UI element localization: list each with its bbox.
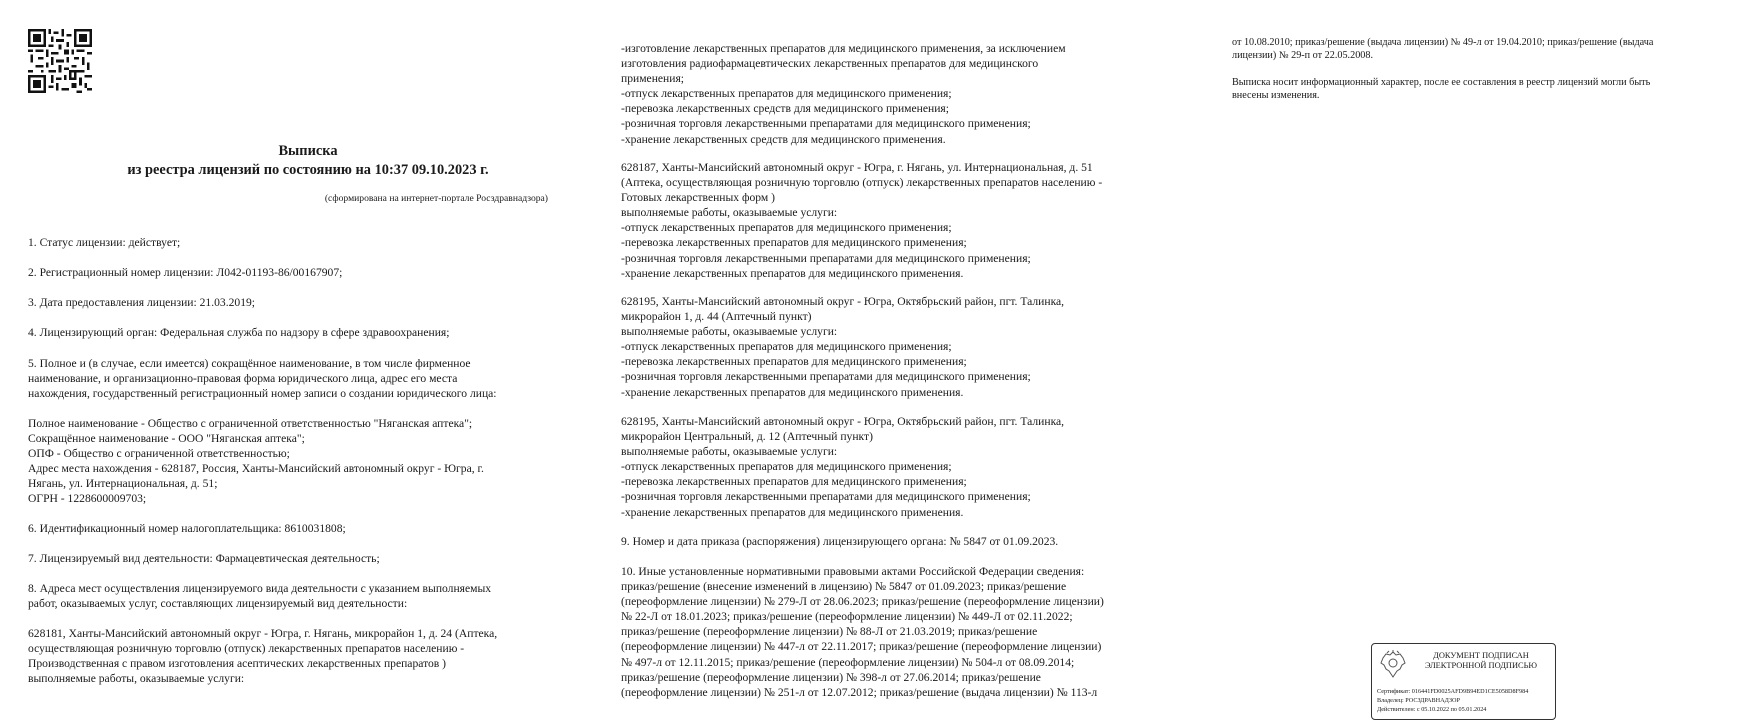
title-line-2: из реестра лицензий по состоянию на 10:37 09.10.2023 г. [127,161,489,178]
document-title [28,142,588,179]
address-1: 628181, Ханты-Мансийский автономный округ - Югра, г. Нягань, микрорайон 1, д. 24 (Аптека, осуществляющая розничную торговлю (отпуск) лекарственных препаратов населению - Производственная с правом изготовления асептических лекарственных препаратов ) выполняемые работы, оказываемые услуги: [28,627,498,686]
organization-details: Полное наименование - Общество с ограниченной ответственностью "Няганская аптека"; Сокращённое наименование - ООО "Няганская аптека"; ОПФ - Общество с ограниченной ответственностью; Адрес места нахождения - 628187, Россия, Ханты-Мансийский автономный округ - Югра, г. Нягань, ул. Интернациональная, д. 51; ОГРН - 1228600009703; [28,417,484,506]
qr-code [28,29,92,93]
coat-of-arms-icon [1378,649,1408,681]
signature-header: ДОКУМЕНТ ПОДПИСАН ЭЛЕКТРОННОЙ ПОДПИСЬЮ [1424,651,1538,670]
signature-certificate: Сертификат: 016441FD0025AFD9B94ED1CE5058D8F984 [1377,688,1529,695]
document-subtitle: (сформирована на интернет-портале Росздравнадзора) [324,193,548,204]
address-3: 628195, Ханты-Мансийский автономный округ - Югра, Октябрьский район, пгт. Талинка, микрорайон 1, д. 44 (Аптечный пункт) выполняемые работы, оказываемые услуги: -отпуск лекарственных препаратов для медицинского применения; -перевозка лекарственных препаратов для медицинского применения; -розничная торговля лекарственными препаратами для медицинского применения; -хранение лекарственных препаратов для медицинского применения. [621,295,1065,399]
item-5-name-heading: 5. Полное и (в случае, если имеется) сокращённое наименование, в том числе фирменное наименование, и организационно-правовая форма юридического лица, адрес его места нахождения, государственный регистрационный номер записи о создании юридического лица: [28,357,497,401]
item-10-other-info: 10. Иные установленные нормативными правовыми актами Российской Федерации сведения: приказ/решение (внесение изменений в лицензию) № 5847 от 01.09.2023; приказ/решение (переоформление лицензии) № 279-Л от 28.06.2023; приказ/решение (переоформление лицензии) № 22-Л от 18.01.2023; приказ/решение (переоформление лицензии) № 449-Л от 02.11.2022; приказ/решение (переоформление лицензии) № 88-Л от 21.03.2019; приказ/решение (переоформление лицензии) № 447-л от 22.11.2017; приказ/решение (переоформление лицензии) № 497-л от 12.11.2015; приказ/решение (переоформление лицензии) № 504-л от 08.09.2014; приказ/решение (переоформление лицензии) № 398-л от 27.06.2014; приказ/решение (переоформление лицензии) № 251-л от 12.07.2012; приказ/решение (выдача лицензии) № 113-л [621,565,1104,699]
item-9-order: 9. Номер и дата приказа (распоряжения) лицензирующего органа: № 5847 от 01.09.2023. [621,535,1059,548]
item-4-authority: 4. Лицензирующий орган: Федеральная служба по надзору в сфере здравоохранения; [28,326,450,339]
signature-owner: Владелец: РОСЗДРАВНАДЗОР [1377,697,1460,704]
item-10-continued: от 10.08.2010; приказ/решение (выдача лицензии) № 49-л от 19.04.2010; приказ/решение (выдача лицензии) № 29-п от 22.05.2008. [1232,37,1654,62]
item-3-issue-date: 3. Дата предоставления лицензии: 21.03.2019; [28,296,256,309]
address-2: 628187, Ханты-Мансийский автономный округ - Югра, г. Нягань, ул. Интернациональная, д. 51 (Аптека, осуществляющая розничную торговлю (отпуск) лекарственных препаратов населению - Готовых лекарственных форм ) выполняемые работы, оказываемые услуги: -отпуск лекарственных препаратов для медицинского применения; -перевозка лекарственных препаратов для медицинского применения; -розничная торговля лекарственными препаратами для медицинского применения; -хранение лекарственных препаратов для медицинского применения. [621,161,1103,280]
address-4: 628195, Ханты-Мансийский автономный округ - Югра, Октябрьский район, пгт. Талинка, микрорайон Центральный, д. 12 (Аптечный пункт) выполняемые работы, оказываемые услуги: -отпуск лекарственных препаратов для медицинского применения; -перевозка лекарственных препаратов для медицинского применения; -розничная торговля лекарственными препаратами для медицинского применения; -хранение лекарственных препаратов для медицинского применения. [621,415,1065,519]
disclaimer-note: Выписка носит информационный характер, после ее составления в реестр лицензий могли быть внесены изменения. [1232,77,1651,102]
item-8-addresses-heading: 8. Адреса мест осуществления лицензируемого вида деятельности с указанием выполняемых работ, оказываемых услуг, составляющих лицензируемый вид деятельности: [28,582,492,611]
item-7-activity: 7. Лицензируемый вид деятельности: Фармацевтическая деятельность; [28,552,380,565]
title-line-1: Выписка [278,143,338,159]
address-1-services: -изготовление лекарственных препаратов для медицинского применения, за исключением изготовления радиофармацевтических лекарственных препаратов для медицинского применения; -отпуск лекарственных препаратов для медицинского применения; -перевозка лекарственных средств для медицинского применения; -розничная торговля лекарственными препаратами для медицинского применения; -хранение лекарственных средств для медицинского применения. [621,42,1066,146]
item-6-inn: 6. Идентификационный номер налогоплательщика: 8610031808; [28,522,346,535]
signature-validity: Действителен: с 05.10.2022 по 05.01.2024 [1377,706,1487,713]
item-1-status: 1. Статус лицензии: действует; [28,236,181,249]
item-2-reg-number: 2. Регистрационный номер лицензии: Л042-01193-86/00167907; [28,266,343,279]
electronic-signature-stamp [1371,643,1556,720]
